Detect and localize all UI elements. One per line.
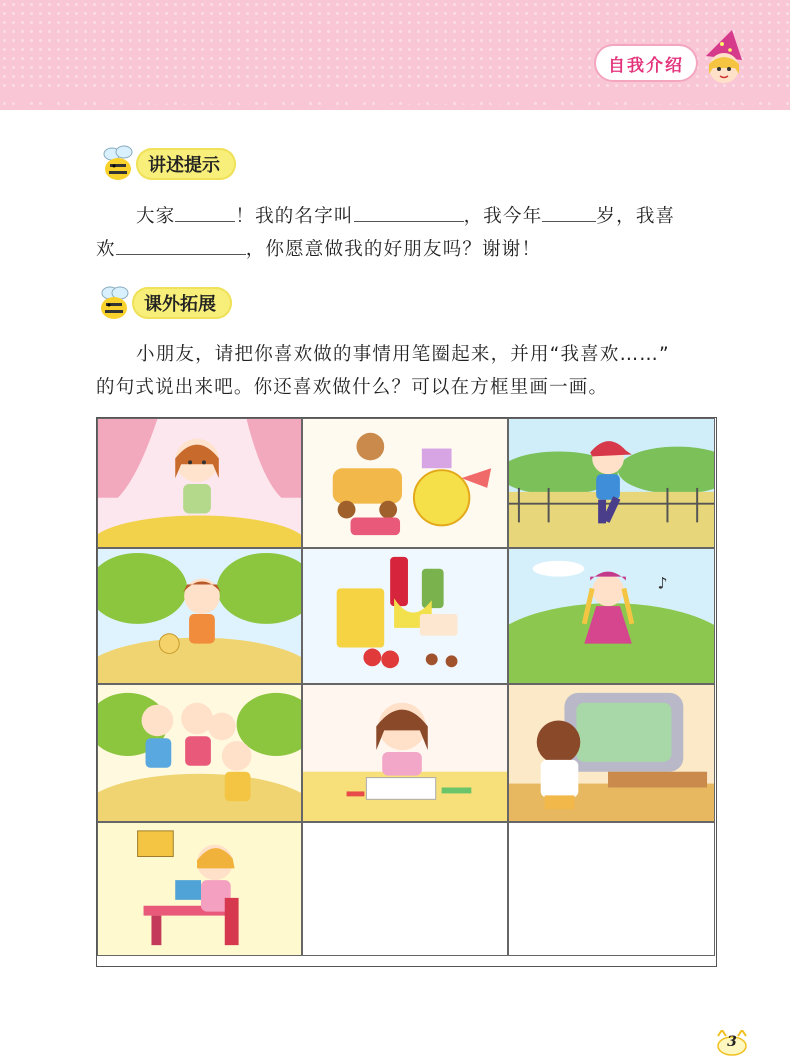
activity-cell-reading[interactable]	[97, 822, 302, 956]
section-title: 讲述提示	[136, 148, 236, 180]
girl-ball-illustration	[98, 549, 301, 683]
tips-paragraph-line2	[96, 233, 736, 266]
girl-reading-illustration	[98, 823, 301, 955]
svg-text:♪: ♪	[657, 573, 668, 593]
activity-cell-ball[interactable]	[97, 548, 302, 684]
kids-playing-illustration	[98, 685, 301, 821]
scalloped-edge	[0, 88, 790, 118]
activity-cell-singing[interactable]	[97, 418, 302, 548]
text-fragment: 欢	[96, 239, 116, 260]
activity-cell-snacks[interactable]	[302, 548, 508, 684]
section-title: 课外拓展	[132, 287, 232, 319]
blank-line[interactable]	[116, 234, 246, 255]
toys-illustration	[303, 419, 507, 547]
bee-icon	[92, 281, 136, 325]
girl-dancing-illustration	[509, 549, 714, 683]
section-heading-tips	[98, 146, 236, 182]
activity-cell-friends[interactable]	[97, 684, 302, 822]
text-fragment: 岁，我喜	[596, 206, 676, 227]
blank-line[interactable]	[175, 201, 235, 222]
section-heading-extension	[92, 285, 232, 321]
activity-cell-drawing[interactable]	[302, 684, 508, 822]
boy-tv-illustration	[509, 685, 714, 821]
drawing-box-empty[interactable]	[508, 822, 715, 956]
girl-drawing-illustration	[303, 685, 507, 821]
extension-paragraph: 小朋友，请把你喜欢做的事情用笔圈起来，并用“我喜欢……”	[136, 344, 670, 365]
text-fragment: ，我今年	[463, 206, 543, 227]
snacks-illustration	[303, 549, 507, 683]
activity-cell-tv[interactable]	[508, 684, 715, 822]
activity-cell-dancing[interactable]	[508, 548, 715, 684]
girl-singing-illustration	[98, 419, 301, 547]
text-fragment: 大家	[136, 206, 176, 227]
chapter-tab	[596, 46, 696, 80]
activity-cell-toys[interactable]	[302, 418, 508, 548]
text-fragment: ，你愿意做我的好朋友吗？谢谢！	[245, 239, 542, 260]
page-number: 3	[727, 1034, 737, 1050]
blank-line[interactable]	[542, 201, 596, 222]
extension-paragraph-line2: 的句式说出来吧。你还喜欢做什么？可以在方框里画一画。	[96, 377, 609, 398]
text-fragment: ！我的名字叫	[235, 206, 354, 227]
boy-running-illustration	[509, 419, 714, 547]
activity-grid	[96, 417, 717, 967]
tips-paragraph	[96, 200, 736, 233]
drawing-box-empty[interactable]	[302, 822, 508, 956]
activity-cell-running[interactable]	[508, 418, 715, 548]
wizard-girl-icon	[692, 28, 756, 90]
chapter-label: 自我介绍	[608, 55, 684, 76]
blank-line[interactable]	[354, 201, 464, 222]
